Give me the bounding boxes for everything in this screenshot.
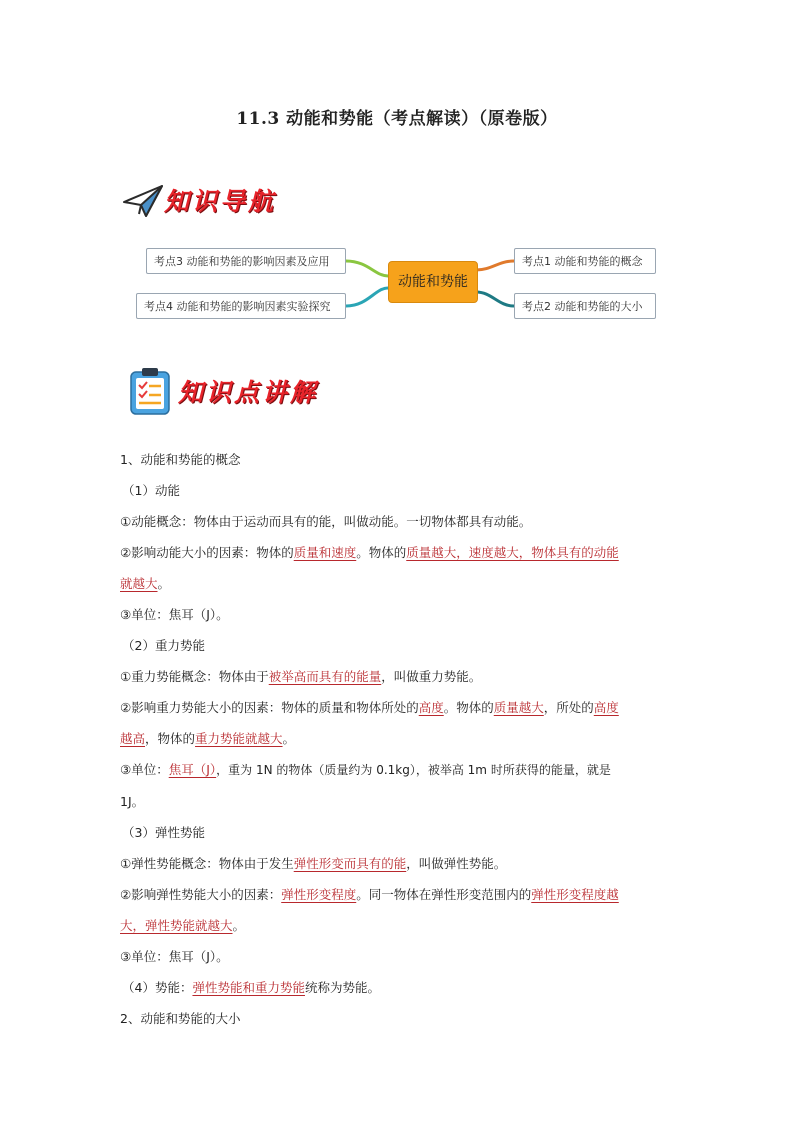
mindmap-center-node: 动能和势能 bbox=[388, 261, 478, 303]
mind-map bbox=[130, 236, 660, 326]
banner-title: 知识点讲解 bbox=[178, 378, 319, 407]
paragraph: ③单位：焦耳（J）。 bbox=[120, 949, 229, 964]
text: 。物体的 bbox=[356, 545, 407, 560]
paragraph: ①动能概念：物体由于运动而具有的能，叫做动能。一切物体都具有动能。 bbox=[120, 514, 532, 529]
mindmap-node-point4: 考点4 动能和势能的影响因素实验探究 bbox=[136, 293, 346, 319]
paragraph bbox=[120, 848, 680, 879]
mindmap-node-point3: 考点3 动能和势能的影响因素及应用 bbox=[146, 248, 346, 274]
text: ①弹性势能概念：物体由于发生 bbox=[120, 856, 294, 871]
paragraph: ③单位：焦耳（J）。 bbox=[120, 607, 229, 622]
text: 统称为势能。 bbox=[304, 980, 380, 995]
key-term: 质量越大 bbox=[493, 700, 544, 715]
mindmap-node-point1: 考点1 动能和势能的概念 bbox=[514, 248, 656, 274]
text: 。物体的 bbox=[443, 700, 494, 715]
key-term: 大，弹性势能就越大 bbox=[120, 918, 233, 933]
text: ，所处的 bbox=[543, 700, 594, 715]
knowledge-navigation-banner bbox=[122, 182, 276, 218]
text: 。同一物体在弹性形变范围内的 bbox=[356, 887, 532, 902]
paragraph bbox=[120, 692, 680, 754]
paper-plane-icon bbox=[122, 182, 164, 218]
text: 。 bbox=[157, 576, 171, 591]
key-term: 弹性势能和重力势能 bbox=[192, 980, 305, 995]
paragraph bbox=[120, 661, 680, 692]
text: ③单位： bbox=[120, 762, 169, 777]
paragraph bbox=[120, 879, 680, 941]
document-body bbox=[120, 444, 680, 1034]
text: 。 bbox=[232, 918, 246, 933]
section-heading: 2、动能和势能的大小 bbox=[120, 1011, 241, 1026]
key-term: 被举高而具有的能量 bbox=[268, 669, 382, 684]
key-term: 质量和速度 bbox=[293, 545, 357, 560]
mindmap-node-point2: 考点2 动能和势能的大小 bbox=[514, 293, 656, 319]
paragraph bbox=[120, 537, 680, 599]
text: ，叫做弹性势能。 bbox=[406, 856, 507, 871]
text: ②影响动能大小的因素：物体的 bbox=[120, 545, 294, 560]
subsection-heading: （2）重力势能 bbox=[122, 638, 205, 653]
banner-title: 知识导航 bbox=[164, 187, 277, 216]
text: ②影响重力势能大小的因素：物体的质量和物体所处的 bbox=[120, 700, 419, 715]
key-term: 弹性形变程度越 bbox=[531, 887, 619, 902]
knowledge-points-banner bbox=[128, 366, 318, 416]
key-term: 高度 bbox=[593, 700, 619, 715]
text: ②影响弹性势能大小的因素： bbox=[120, 887, 282, 902]
text: 。 bbox=[282, 731, 296, 746]
key-term: 高度 bbox=[418, 700, 444, 715]
paragraph bbox=[120, 972, 680, 1003]
key-term: 焦耳（J） bbox=[168, 762, 217, 777]
clipboard-icon bbox=[128, 366, 172, 416]
text: ，物体的 bbox=[145, 731, 196, 746]
key-term: 质量越大，速度越大，物体具有的动能 bbox=[406, 545, 619, 560]
text: ，叫做重力势能。 bbox=[381, 669, 482, 684]
text: 1J。 bbox=[120, 794, 145, 809]
key-term: 越高 bbox=[120, 731, 146, 746]
key-term: 重力势能就越大 bbox=[195, 731, 283, 746]
subsection-heading: （3）弹性势能 bbox=[122, 825, 205, 840]
key-term: 弹性形变程度 bbox=[281, 887, 357, 902]
page-title: 11.3 动能和势能（考点解读）（原卷版） bbox=[236, 109, 558, 129]
paragraph bbox=[120, 754, 680, 817]
key-term: 就越大 bbox=[120, 576, 158, 591]
text: ，重为 1N 的物体（质量约为 0.1kg），被举高 1m 时所获得的能量，就是 bbox=[216, 763, 611, 777]
text: ①重力势能概念：物体由于 bbox=[120, 669, 269, 684]
text: （4）势能： bbox=[122, 980, 193, 995]
key-term: 弹性形变而具有的能 bbox=[293, 856, 407, 871]
subsection-heading: （1）动能 bbox=[122, 483, 180, 498]
section-heading: 1、动能和势能的概念 bbox=[120, 452, 241, 467]
